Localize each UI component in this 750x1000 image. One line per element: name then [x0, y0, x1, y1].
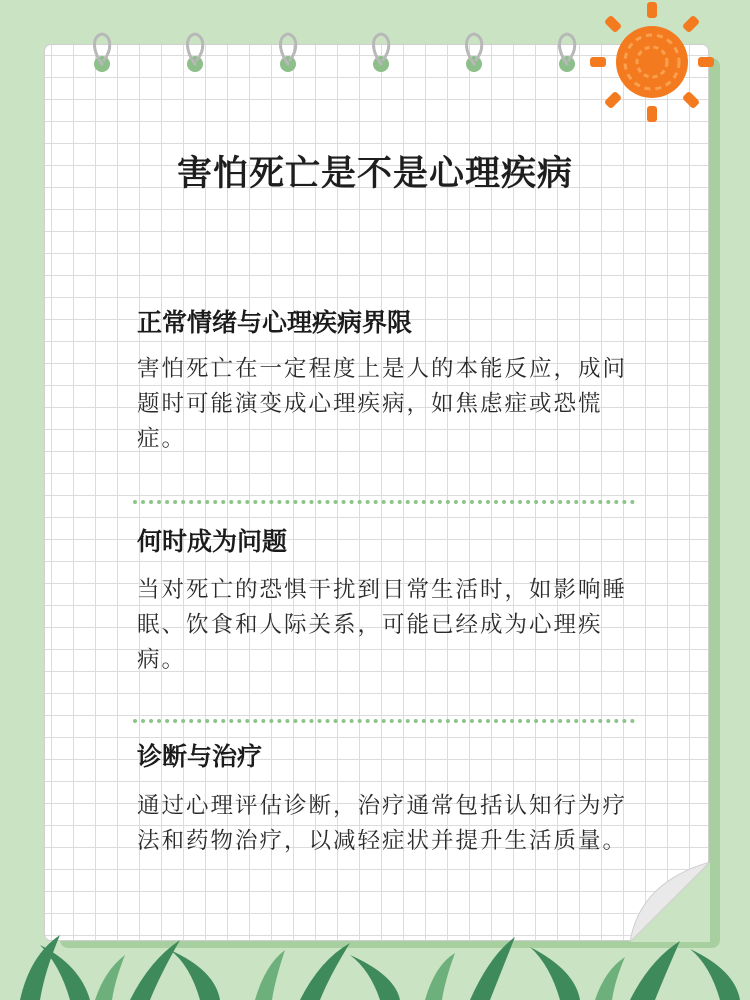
binder-ring-icon [88, 30, 116, 76]
section-heading-1: 正常情绪与心理疾病界限 [137, 308, 413, 337]
section-divider [133, 719, 635, 723]
section-body-1: 害怕死亡在一定程度上是人的本能反应，成问题时可能演变成心理疾病，如焦虑症或恐慌症。 [137, 356, 628, 452]
section-heading-2: 何时成为问题 [137, 527, 288, 556]
section-divider [133, 500, 635, 504]
binder-ring-icon [367, 30, 395, 76]
section-heading-3: 诊断与治疗 [137, 742, 263, 771]
binder-ring-icon [274, 30, 302, 76]
section-body-2: 当对死亡的恐惧干扰到日常生活时，如影响睡眠、饮食和人际关系，可能已经成为心理疾病。 [137, 577, 628, 673]
binder-ring-icon [460, 30, 488, 76]
section-body-3: 通过心理评估诊断，治疗通常包括认知行为疗法和药物治疗，以减轻症状并提升生活质量。 [137, 793, 628, 854]
page-corner-fold [630, 862, 710, 942]
page-title: 害怕死亡是不是心理疾病 [176, 154, 573, 194]
sun-icon [580, 0, 730, 130]
binder-ring-icon [553, 30, 581, 76]
grass-decoration [0, 935, 750, 1000]
binder-ring-icon [181, 30, 209, 76]
